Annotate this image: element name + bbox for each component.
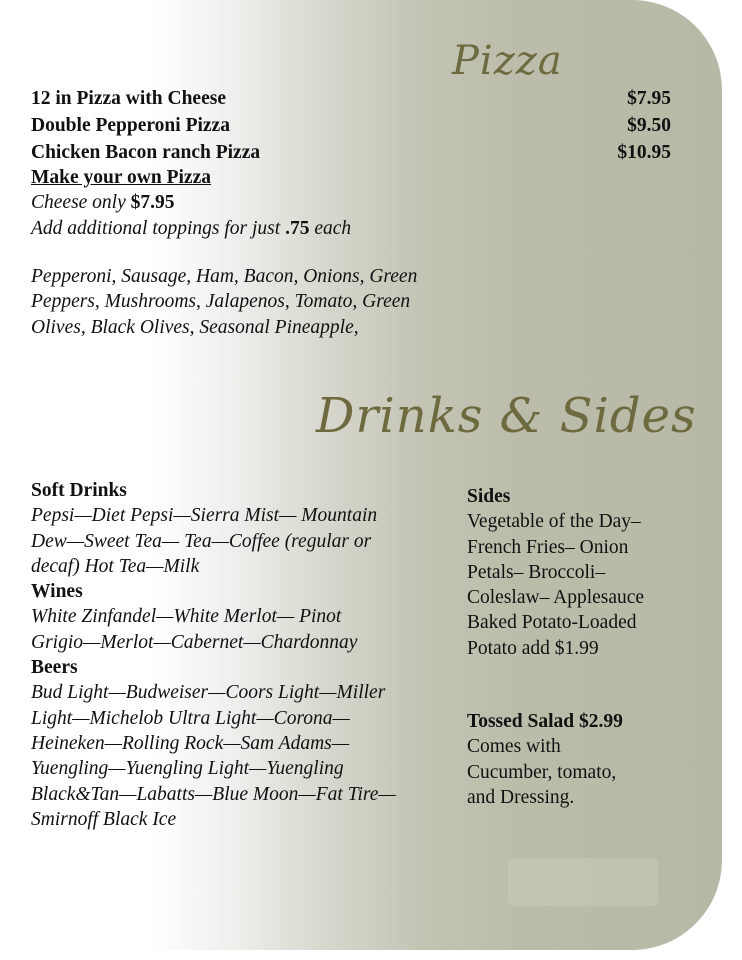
- wines-title: Wines: [31, 581, 83, 603]
- pizza-item-price: $10.95: [617, 142, 671, 163]
- drinks-column: [31, 478, 396, 832]
- make-your-own-title: Make your own Pizza: [31, 167, 211, 188]
- salad-section: [467, 709, 623, 810]
- sides-line: Coleslaw– Applesauce: [467, 587, 645, 609]
- salad-line: Comes with: [467, 736, 561, 758]
- beers-line: Light—Michelob Ultra Light—Corona—: [31, 707, 350, 729]
- pizza-item-name: Double Pepperoni Pizza: [31, 115, 230, 136]
- sides-line: French Fries– Onion: [467, 536, 629, 558]
- beers-line: Bud Light—Budweiser—Coors Light—Miller: [31, 682, 386, 704]
- sides-column: [467, 484, 644, 661]
- soft-drinks-line: decaf) Hot Tea—Milk: [31, 555, 200, 577]
- pizza-item: [31, 85, 671, 112]
- toppings-list-line: Olives, Black Olives, Seasonal Pineapple,: [31, 316, 359, 338]
- pizza-item: [31, 112, 671, 139]
- toppings-list: [31, 264, 417, 340]
- beers-line: Smirnoff Black Ice: [31, 808, 177, 830]
- sides-line: Petals– Broccoli–: [467, 561, 606, 583]
- toppings-list-line: Peppers, Mushrooms, Jalapenos, Tomato, Green: [31, 291, 411, 313]
- beers-line: Heineken—Rolling Rock—Sam Adams—: [31, 732, 350, 754]
- toppings-list-line: Pepperoni, Sausage, Ham, Bacon, Onions, Green: [31, 266, 418, 287]
- beers-title: Beers: [31, 657, 78, 679]
- soft-drinks-line: Dew—Sweet Tea— Tea—Coffee (regular or: [31, 530, 372, 552]
- cheese-only-line: [31, 190, 351, 215]
- wines-line: White Zinfandel—White Merlot— Pinot: [31, 606, 342, 628]
- toppings-label: Add additional toppings for just: [31, 217, 286, 239]
- faded-watermark-area: [508, 858, 658, 906]
- make-your-own-section: [31, 165, 351, 241]
- salad-line: and Dressing.: [467, 786, 575, 808]
- soft-drinks-line: Pepsi—Diet Pepsi—Sierra Mist— Mountain: [31, 505, 378, 527]
- pizza-item-name: Chicken Bacon ranch Pizza: [31, 142, 261, 163]
- wines-line: Grigio—Merlot—Cabernet—Chardonnay: [31, 631, 358, 653]
- sides-line: Baked Potato-Loaded: [467, 612, 637, 634]
- sides-title: Sides: [467, 486, 511, 507]
- cheese-only-label: Cheese only: [31, 192, 131, 214]
- pizza-item-price: $7.95: [627, 88, 671, 109]
- sides-line: Vegetable of the Day–: [467, 511, 641, 533]
- beers-line: Black&Tan—Labatts—Blue Moon—Fat Tire—: [31, 783, 396, 805]
- toppings-line: [31, 216, 351, 241]
- pizza-item-name: 12 in Pizza with Cheese: [31, 88, 226, 109]
- toppings-price: .75: [285, 217, 310, 239]
- salad-line: Cucumber, tomato,: [467, 761, 617, 783]
- pizza-heading: Pizza: [452, 38, 563, 84]
- cheese-only-price: $7.95: [130, 192, 175, 214]
- toppings-suffix: each: [309, 217, 352, 239]
- sides-line: Potato add $1.99: [467, 637, 599, 659]
- beers-line: Yuengling—Yuengling Light—Yuengling: [31, 758, 344, 780]
- drinks-sides-heading: Drinks & Sides: [316, 388, 697, 444]
- soft-drinks-title: Soft Drinks: [31, 480, 127, 501]
- pizza-item: [31, 139, 671, 166]
- salad-title: Tossed Salad $2.99: [467, 711, 623, 732]
- pizza-item-price: $9.50: [627, 115, 671, 136]
